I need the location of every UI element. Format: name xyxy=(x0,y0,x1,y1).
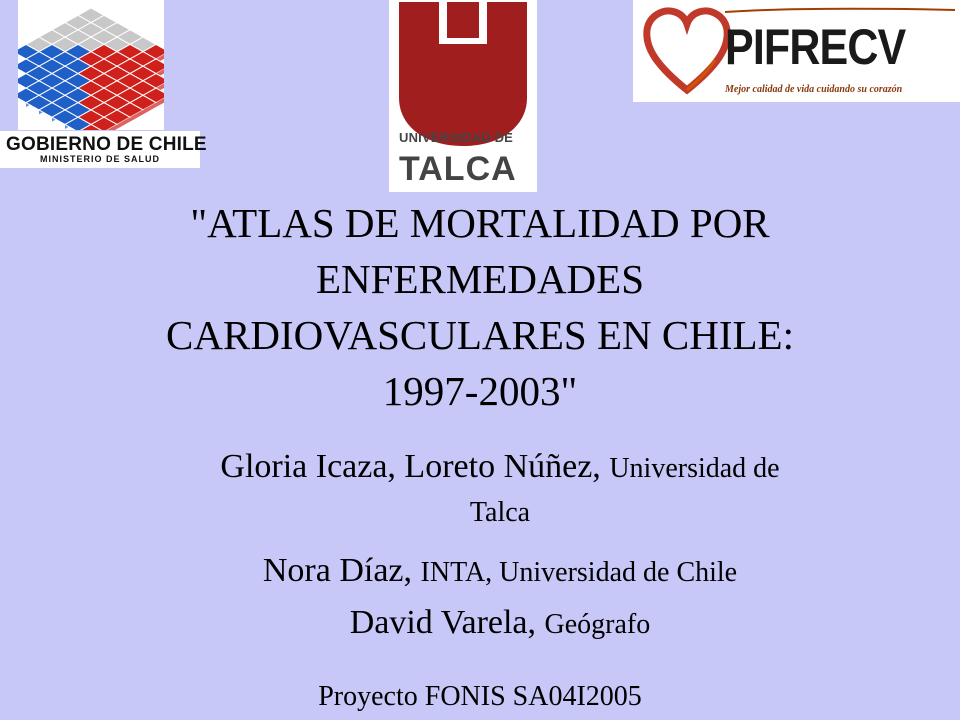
gobierno-text-panel xyxy=(0,131,207,168)
author-line-1-continued xyxy=(120,494,880,532)
pifrecv-tagline: Mejor calidad de vida cuidando su corazón xyxy=(725,84,903,95)
author-names: David Varela, xyxy=(349,604,537,641)
author-affiliation: Universidad de xyxy=(609,453,780,484)
project-code: Proyecto FONIS SA04I2005 xyxy=(318,681,642,712)
pifrecv-logo xyxy=(633,0,960,102)
utalca-line2: TALCA xyxy=(399,150,517,188)
universidad-de-talca-logo xyxy=(389,0,537,192)
author-line-2 xyxy=(120,551,880,593)
pifrecv-swoosh-icon xyxy=(725,6,955,16)
page-title xyxy=(80,195,880,419)
title-line-3: CARDIOVASCULARES EN CHILE: xyxy=(166,312,794,358)
author-line-1 xyxy=(120,448,880,488)
author-affiliation-continued: Talca xyxy=(469,497,531,528)
gobierno-cube-emblem xyxy=(18,0,164,130)
title-line-4: 1997-2003" xyxy=(382,368,578,414)
author-affiliation: INTA, Universidad de Chile xyxy=(420,557,738,588)
pifrecv-name: PIFRECV xyxy=(725,19,906,75)
utalca-emblem-icon xyxy=(389,0,537,150)
author-line-3 xyxy=(120,603,880,645)
author-names: Nora Díaz, xyxy=(262,552,413,589)
title-line-1: "ATLAS DE MORTALIDAD POR xyxy=(190,200,770,246)
gobierno-subtitle: MINISTERIO DE SALUD xyxy=(40,154,161,164)
gobierno-de-chile-logo xyxy=(0,0,207,168)
heart-icon xyxy=(637,2,737,102)
title-line-2: ENFERMEDADES xyxy=(315,256,645,302)
author-affiliation: Geógrafo xyxy=(544,609,651,640)
gobierno-title: GOBIERNO DE CHILE xyxy=(6,134,207,155)
gobierno-cube-icon xyxy=(18,0,164,130)
utalca-line1: UNIVERSIDAD DE xyxy=(399,130,514,145)
author-names: Gloria Icaza, Loreto Núñez, xyxy=(220,448,601,485)
